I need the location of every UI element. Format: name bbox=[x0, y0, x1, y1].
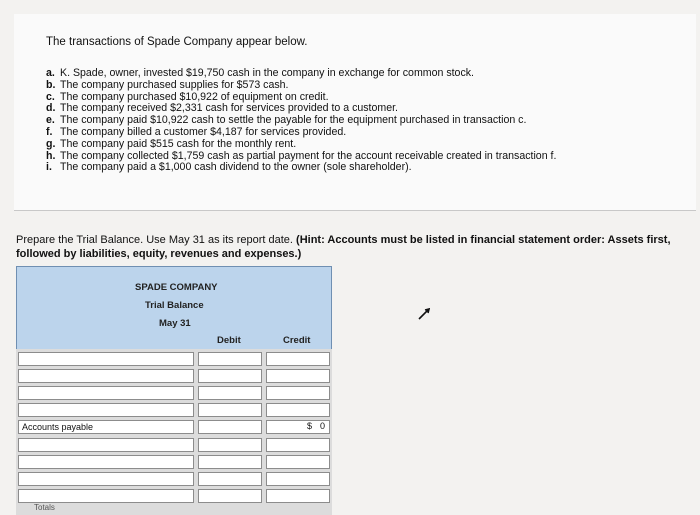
debit-input[interactable] bbox=[198, 420, 262, 434]
transaction-letter: a. bbox=[46, 67, 55, 79]
credit-input[interactable] bbox=[266, 352, 330, 366]
account-select[interactable] bbox=[18, 352, 194, 366]
credit-currency-symbol: $ bbox=[307, 421, 313, 431]
transaction-text: The company billed a customer $4,187 for services provided. bbox=[60, 125, 347, 138]
report-date: May 31 bbox=[159, 318, 191, 329]
trial-balance-row bbox=[16, 386, 332, 400]
account-select[interactable] bbox=[18, 403, 194, 417]
transaction-text: The company purchased supplies for $573 cash. bbox=[60, 78, 289, 91]
transaction-letter: c. bbox=[46, 90, 55, 103]
trial-balance-header bbox=[16, 266, 332, 349]
trial-balance-row bbox=[16, 369, 332, 383]
intro-text: The transactions of Spade Company appear below. bbox=[46, 36, 308, 48]
totals-label: Totals bbox=[34, 503, 55, 512]
transaction-letter: g. bbox=[46, 137, 56, 150]
transaction-letter: d. bbox=[46, 102, 56, 115]
debit-input[interactable] bbox=[198, 403, 262, 417]
account-select[interactable] bbox=[18, 420, 194, 434]
transaction-letter: f. bbox=[46, 125, 53, 138]
credit-input[interactable] bbox=[266, 489, 330, 503]
credit-column-header: Credit bbox=[283, 335, 311, 346]
transaction-letter: i. bbox=[46, 161, 52, 174]
credit-input[interactable] bbox=[266, 403, 330, 417]
credit-input[interactable] bbox=[266, 369, 330, 383]
debit-input[interactable] bbox=[198, 352, 262, 366]
account-select[interactable] bbox=[18, 472, 194, 486]
debit-input[interactable] bbox=[198, 455, 262, 469]
debit-column-header: Debit bbox=[217, 335, 241, 346]
trial-balance-row bbox=[16, 403, 332, 417]
transactions-list bbox=[46, 68, 686, 174]
credit-input[interactable] bbox=[266, 386, 330, 400]
debit-input[interactable] bbox=[198, 489, 262, 503]
account-name: Accounts payable bbox=[22, 422, 94, 432]
credit-input[interactable] bbox=[266, 420, 330, 434]
trial-balance-row bbox=[16, 352, 332, 366]
transaction-text: The company received $2,331 cash for services provided to a customer. bbox=[60, 102, 398, 115]
transaction-text: The company paid $515 cash for the monthly rent. bbox=[60, 137, 297, 150]
credit-value: 0 bbox=[319, 421, 325, 431]
trial-balance-row bbox=[16, 438, 332, 452]
transaction-text: The company collected $1,759 cash as partial payment for the account receivable created in transaction f. bbox=[60, 149, 557, 162]
credit-input[interactable] bbox=[266, 455, 330, 469]
instructions-text: Prepare the Trial Balance. Use May 31 as its report date. bbox=[16, 234, 293, 246]
debit-input[interactable] bbox=[198, 472, 262, 486]
transaction-letter: e. bbox=[46, 114, 55, 127]
credit-input[interactable] bbox=[266, 438, 330, 452]
debit-input[interactable] bbox=[198, 386, 262, 400]
debit-input[interactable] bbox=[198, 369, 262, 383]
statement-title: Trial Balance bbox=[145, 300, 204, 311]
account-select[interactable] bbox=[18, 489, 194, 503]
account-select[interactable] bbox=[18, 386, 194, 400]
trial-balance-row bbox=[16, 455, 332, 469]
account-select[interactable] bbox=[18, 455, 194, 469]
trial-balance-table bbox=[16, 266, 332, 515]
transaction-letter: h. bbox=[46, 149, 56, 162]
trial-balance-row bbox=[16, 489, 332, 503]
transaction-item bbox=[46, 162, 686, 174]
transaction-text: The company purchased $10,922 of equipment on credit. bbox=[60, 90, 329, 103]
transaction-letter: b. bbox=[46, 78, 56, 91]
account-select[interactable] bbox=[18, 438, 194, 452]
debit-input[interactable] bbox=[198, 438, 262, 452]
trial-balance-row bbox=[16, 420, 332, 434]
account-select[interactable] bbox=[18, 369, 194, 383]
instructions-hint: (Hint: Accounts must be listed in financial statement order: Assets first, followed by liabilities, equity, revenues and expenses.) bbox=[16, 234, 671, 260]
transaction-text: The company paid $10,922 cash to settle the payable for the equipment purchased in transaction c. bbox=[60, 114, 527, 127]
credit-input[interactable] bbox=[266, 472, 330, 486]
transaction-text: The company paid a $1,000 cash dividend to the owner (sole shareholder). bbox=[60, 161, 412, 174]
company-name: SPADE COMPANY bbox=[135, 282, 218, 293]
trial-balance-row bbox=[16, 472, 332, 486]
mouse-cursor-icon bbox=[418, 308, 430, 320]
transaction-text: K. Spade, owner, invested $19,750 cash in the company in exchange for common stock. bbox=[60, 67, 474, 79]
instructions bbox=[16, 234, 696, 261]
